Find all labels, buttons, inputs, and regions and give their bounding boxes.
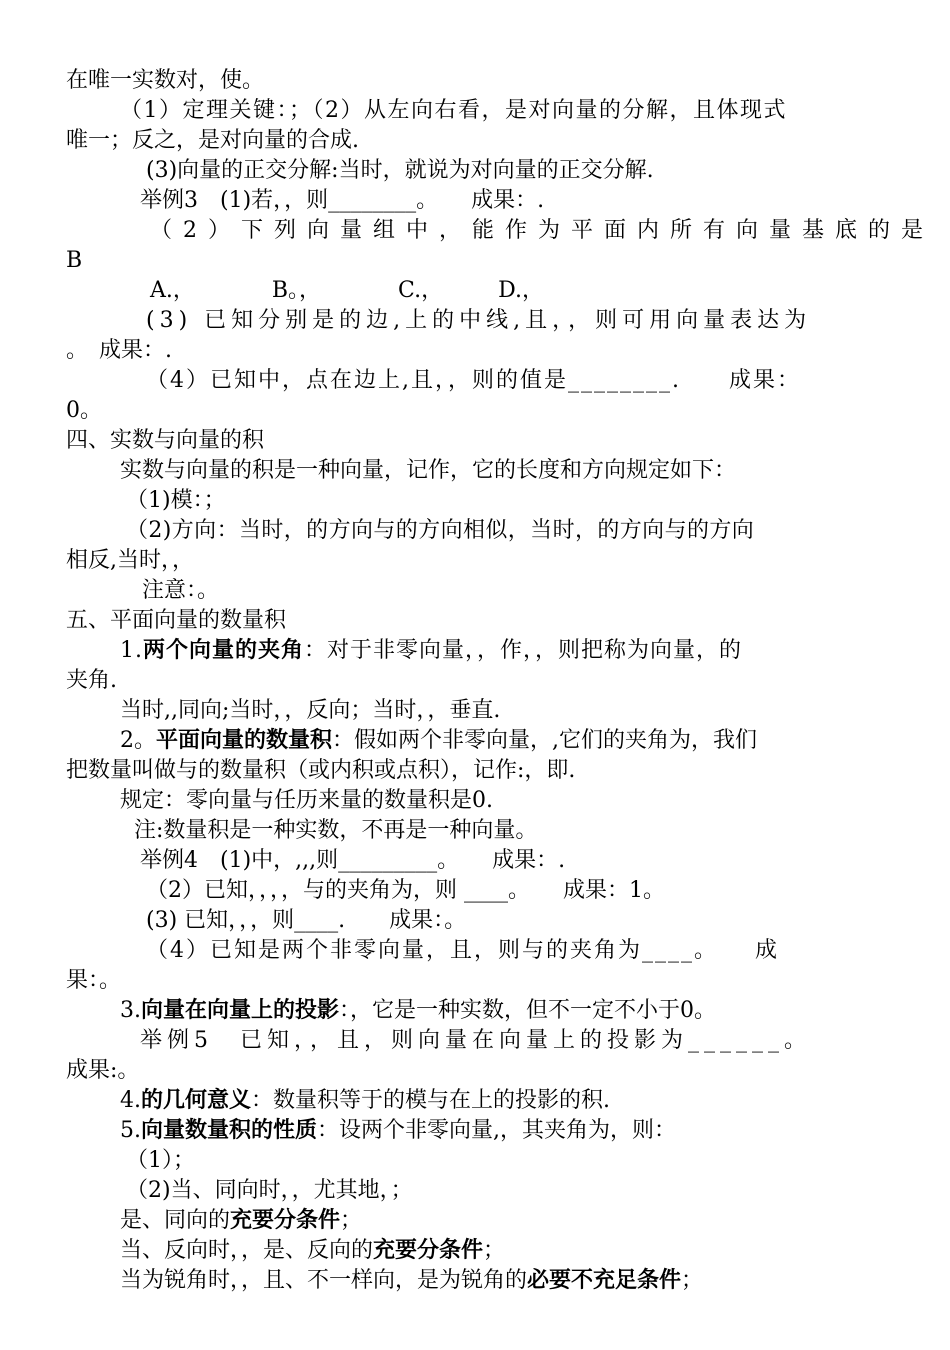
text-line: 当时,,同向;当时，，反向；当时，，垂直. xyxy=(120,698,501,723)
example-5-line: 举例5 已知，，且，则向量在向量上的投影为______。 xyxy=(140,1028,811,1053)
section-heading: 五、平面向量的数量积 xyxy=(66,608,287,633)
text-line: 当为锐角时，，且、不一样向，是为锐角的必要不充足条件； xyxy=(120,1268,704,1293)
text-line: （1）； xyxy=(126,1148,195,1173)
text-line: 夹角. xyxy=(66,668,117,693)
bold-term: 向量数量积的性质 xyxy=(141,1118,318,1143)
text-line: 相反,当时，， xyxy=(66,548,194,573)
section-heading: 四、实数与向量的积 xyxy=(66,428,265,453)
text-line: （4）已知是两个非零向量，且，则与的夹角为____。 成 xyxy=(146,938,779,963)
text-line: 。 成果：. xyxy=(66,338,172,363)
bold-term: 向量在向量上的投影 xyxy=(141,998,340,1023)
text-line: (3) 已知分别是的边,上的中线,且，，则可用向量表达为 xyxy=(146,308,812,333)
text-line: 实数与向量的积是一种向量，记作，它的长度和方向规定如下： xyxy=(120,458,737,483)
text-line: 4.的几何意义：数量积等于的模与在上的投影的积. xyxy=(120,1088,611,1113)
bold-term: 的几何意义 xyxy=(141,1088,252,1113)
text-line: （2）已知，，，，与的夹角为，则 ____。 成果：1。 xyxy=(146,878,665,903)
text-line: 成果:。 xyxy=(66,1058,140,1083)
text-line: (3)向量的正交分解:当时，就说为对向量的正交分解. xyxy=(146,158,654,183)
text-line: 把数量叫做与的数量积（或内积或点积），记作:，即. xyxy=(66,758,576,783)
text-line: 2。平面向量的数量积：假如两个非零向量，,它们的夹角为，我们 xyxy=(120,728,758,753)
text-line: 当、反向时，，是、反向的充要分条件； xyxy=(120,1238,506,1263)
options-line: A.， B。， C.， D.， xyxy=(150,278,544,303)
text-line: （4）已知中，点在边上,且，，则的值是________. 成果： xyxy=(146,368,801,393)
bold-term: 充要分条件 xyxy=(230,1208,341,1233)
bold-term: 两个向量的夹角 xyxy=(143,638,305,663)
text-line: 注:数量积是一种实数，不再是一种向量。 xyxy=(134,818,538,843)
text-line: 唯一；反之，是对向量的合成. xyxy=(66,128,359,153)
text-line: 0。 xyxy=(66,398,102,423)
text-line: （2)当、同向时，，尤其地，； xyxy=(126,1178,413,1203)
text-line: 1.两个向量的夹角：对于非零向量，，作，，则把称为向量，的 xyxy=(120,638,743,663)
bold-term: 必要不充足条件 xyxy=(527,1268,682,1293)
text-line: 在唯一实数对，使。 xyxy=(66,68,265,93)
text-line: (3) 已知，，，则____. 成果：。 xyxy=(146,908,467,933)
text-line: 5.向量数量积的性质：设两个非零向量,，其夹角为，则： xyxy=(120,1118,677,1143)
bold-term: 平面向量的数量积 xyxy=(156,728,333,753)
text-line: （1)模：； xyxy=(126,488,226,513)
example-3-line: 举例3 (1)若，，则________。 成果：. xyxy=(140,188,545,213)
text-line: （1）定理关键：；（2）从左向右看，是对向量的分解，且体现式 xyxy=(120,98,787,123)
text-line: 注意：。 xyxy=(142,578,220,603)
example-4-line: 举例4 (1)中，,,,则_________。 成果：. xyxy=(140,848,566,873)
text-line: 规定：零向量与任历来量的数量积是0. xyxy=(120,788,493,813)
text-line: （2）下列向量组中，能作为平面内所有向量基底的是 xyxy=(150,218,934,243)
text-line: （2)方向：当时，的方向与的方向相似，当时，的方向与的方向 xyxy=(126,518,755,543)
text-line: 3.向量在向量上的投影：，它是一种实数，但不一定不小于0。 xyxy=(120,998,717,1023)
answer-line: B xyxy=(66,248,83,273)
bold-term: 充要分条件 xyxy=(373,1238,484,1263)
text-line: 果：。 xyxy=(66,968,122,993)
text-line: 是、同向的充要分条件； xyxy=(120,1208,363,1233)
